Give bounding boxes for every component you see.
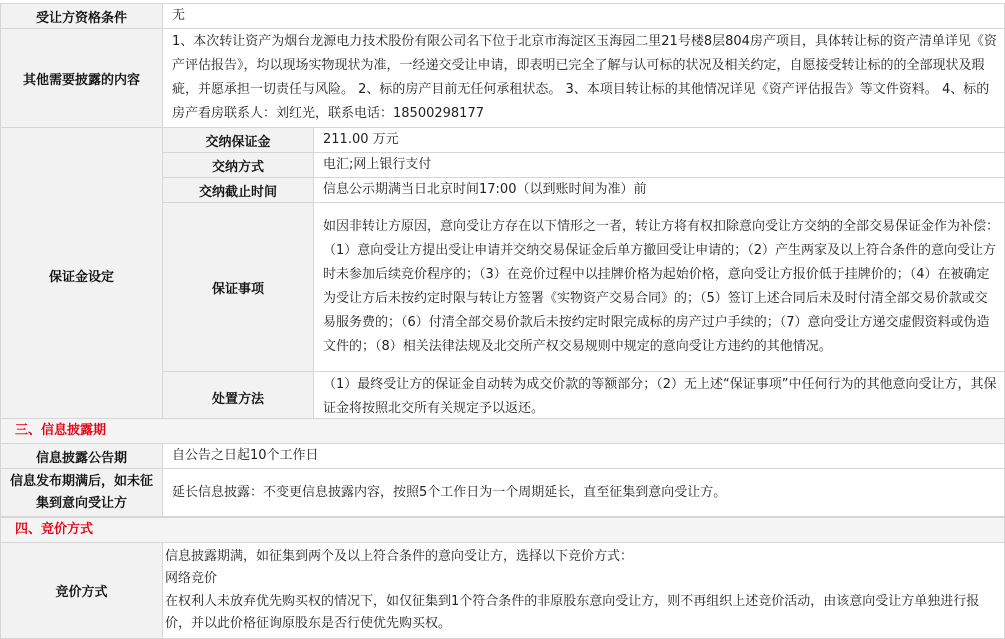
- qual-label: 受让方资格条件: [1, 4, 163, 29]
- info-table: [0, 3, 1005, 423]
- deposit-amount-label: 交纳保证金: [163, 128, 314, 153]
- deposit-disposal-value: （1）最终受让方的保证金自动转为成交价款的等额部分；（2）无上述“保证事项”中任何行为的其他意向受让方，其保证金将按照北交所有关规定予以返还。: [314, 372, 1005, 423]
- bid-line-3: 在权利人未放弃优先购买权的情况下，如仅征集到1个符合条件的非原股东意向受让方，则不再组织上述竞价活动，由该意向受让方单独进行报价，并以此价格征询原股东是否行使优先购买权。: [165, 593, 980, 631]
- extend-value: 延长信息披露：不变更信息披露内容，按照5个工作日为一个周期延长，直至征集到意向受让方。: [163, 469, 1005, 517]
- section-4-title: 四、竞价方式: [0, 517, 1005, 543]
- disclose-value: 1、本次转让资产为烟台龙源电力技术股份有限公司名下位于北京市海淀区玉海园二里21号楼8层804房产项目，具体转让标的资产清单详见《资产评估报告》，均以现场实物现状为准，一经递交受让申请，即表明已完全了解与认可标的状况及相关约定，自愿接受转让标的的全部现状及瑕疵，并愿承担一切责任与风险。 2、标的房产目前无任何承租状态。 3、本项目转让标的其他情况详见《资产评估报告》等文件资料。 4、标的房产看房联系人：刘红光，联系电话：18500298177: [163, 29, 1005, 128]
- section-3-table: [0, 443, 1005, 517]
- section-3-title: 三、信息披露期: [0, 418, 1005, 444]
- deposit-disposal-label: 处置方法: [163, 372, 314, 423]
- deposit-method-label: 交纳方式: [163, 153, 314, 178]
- deposit-amount-value: 211.00 万元: [314, 128, 1005, 153]
- bid-line-2: 网络竞价: [165, 571, 218, 586]
- bid-method-label: 竞价方式: [1, 543, 163, 639]
- deposit-method-value: 电汇;网上银行支付: [314, 153, 1005, 178]
- deposit-group-label: 保证金设定: [1, 128, 163, 423]
- extend-label: 信息发布期满后，如未征集到意向受让方: [1, 469, 163, 517]
- deposit-matters-label: 保证事项: [163, 203, 314, 372]
- deposit-deadline-value: 信息公示期满当日北京时间17:00（以到账时间为准）前: [314, 178, 1005, 203]
- bid-line-1: 信息披露期满，如征集到两个及以上符合条件的意向受让方，选择以下竞价方式：: [165, 548, 634, 564]
- section-4-table: [0, 542, 1005, 639]
- deposit-deadline-label: 交纳截止时间: [163, 178, 314, 203]
- deposit-matters-value: 如因非转让方原因，意向受让方存在以下情形之一者，转让方将有权扣除意向受让方交纳的全部交易保证金作为补偿：（1）意向受让方提出受让申请并交纳交易保证金后单方撤回受让申请的；（2）产生两家及以上符合条件的意向受让方时未参加后续竞价程序的；（3）在竞价过程中以挂牌价格为起始价格，意向受让方报价低于挂牌价的；（4）在被确定为受让方后未按约定时限与转让方签署《实物资产交易合同》的；（5）签订上述合同后未及时付清全部交易价款或交易服务费的；（6）付清全部交易价款后未按约定时限完成标的房产过户手续的；（7）意向受让方递交虚假资料或伪造文件的；（8）相关法律法规及北交所产权交易规则中规定的意向受让方违约的其他情况。: [314, 203, 1005, 372]
- period-value: 自公告之日起10个工作日: [163, 444, 1005, 469]
- bid-method-content: [163, 543, 1005, 639]
- qual-value: 无: [163, 4, 1005, 29]
- disclose-label: 其他需要披露的内容: [1, 29, 163, 128]
- period-label: 信息披露公告期: [1, 444, 163, 469]
